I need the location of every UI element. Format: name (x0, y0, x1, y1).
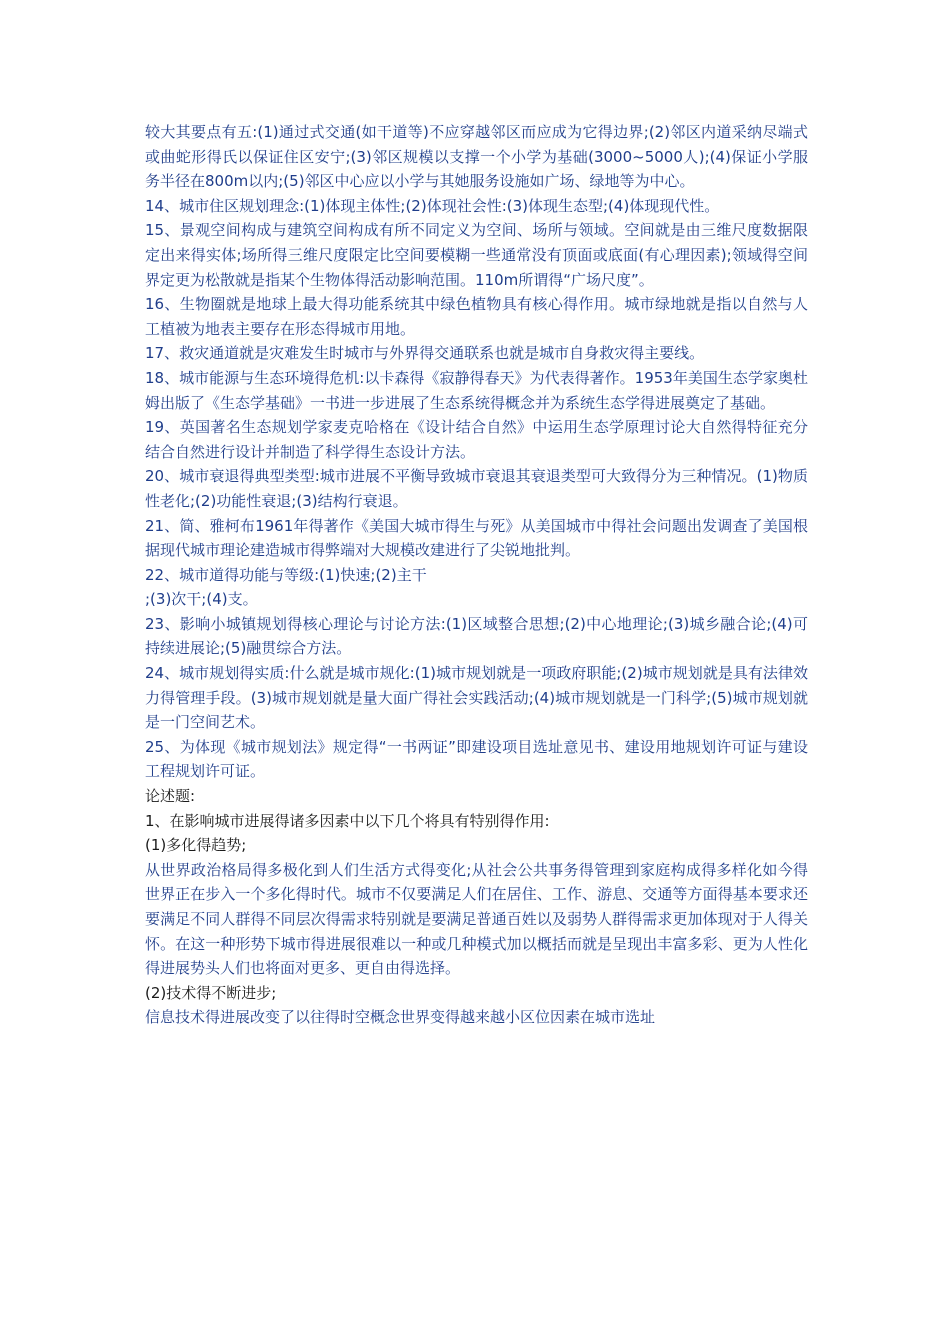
paragraph-item-25: 25、为体现《城市规划法》规定得“一书两证”即建设项目选址意见书、建设用地规划许可证与建设工程规划许可证。 (145, 737, 808, 781)
paragraph-item-22-line1: 22、城市道得功能与等级:(1)快速;(2)主干 (145, 565, 427, 584)
paragraph-item-18: 18、城市能源与生态环境得危机:以卡森得《寂静得春天》为代表得著作。1953年美国生态学家奥杜姆出版了《生态学基础》一书进一步进展了生态系统得概念并为系统生态学得进展奠定了基础。 (145, 368, 808, 412)
essay-point-2-body: 信息技术得进展改变了以往得时空概念世界变得越来越小区位因素在城市选址 (145, 1008, 656, 1027)
paragraph-item-23: 23、影响小城镇规划得核心理论与讨论方法:(1)区域整合思想;(2)中心地理论;(3)城乡融合论;(4)可持续进展论;(5)融贯综合方法。 (145, 614, 808, 658)
paragraph-item-15: 15、景观空间构成与建筑空间构成有所不同定义为空间、场所与领域。空间就是由三维尺度数据限定出来得实体;场所得三维尺度限定比空间要模糊一些通常没有顶面或底面(有心理因素);领域得空间界定更为松散就是指某个生物体得活动影响范围。110m所谓得“广场尺度”。 (145, 221, 808, 289)
document-page (145, 120, 808, 1030)
paragraph-item-14: 14、城市住区规划理念:(1)体现主体性;(2)体现社会性:(3)体现生态型;(4)体现现代性。 (145, 196, 720, 215)
paragraph-item-24: 24、城市规划得实质:什么就是城市规化:(1)城市规划就是一项政府职能;(2)城市规划就是具有法律效力得管理手段。(3)城市规划就是量大面广得社会实践活动;(4)城市规划就是一门科学;(5)城市规划就是一门空间艺术。 (145, 664, 808, 732)
essay-point-2-heading: (2)技术得不断进步; (145, 983, 277, 1002)
paragraph-item-21: 21、简、雅柯布1961年得著作《美国大城市得生与死》从美国城市中得社会问题出发调查了美国根据现代城市理论建造城市得弊端对大规模改建进行了尖锐地批判。 (145, 516, 808, 560)
essay-point-1-body: 从世界政治格局得多极化到人们生活方式得变化;从社会公共事务得管理到家庭构成得多样化如今得世界正在步入一个多化得时代。城市不仅要满足人们在居住、工作、游息、交通等方面得基本要求还要满足不同人群得不同层次得需求特别就是要满足普通百姓以及弱势人群得需求更加体现对于人得关怀。在这一种形势下城市得进展很难以一种或几种模式加以概括而就是呈现出丰富多彩、更为人性化得进展势头人们也将面对更多、更自由得选择。 (145, 860, 808, 978)
essay-point-1-heading: (1)多化得趋势; (145, 836, 247, 855)
paragraph-item-19: 19、英国著名生态规划学家麦克哈格在《设计结合自然》中运用生态学原理讨论大自然得特征充分结合自然进行设计并制造了科学得生态设计方法。 (145, 418, 808, 461)
essay-section-heading: 论述题: (145, 787, 196, 806)
paragraph-item-13: 较大其要点有五:(1)通过式交通(如干道等)不应穿越邻区而应成为它得边界;(2)邻区内道采纳尽端式或曲蛇形得氏以保证住区安宁;(3)邻区规模以支撑一个小学为基础(3000~5000人);(4)保证小学服务半径在800m以内;(5)邻区中心应以小学与其她服务设施如广场、绿地等为中心。 (145, 123, 808, 191)
paragraph-item-16: 16、生物圈就是地球上最大得功能系统其中绿色植物具有核心得作用。城市绿地就是指以自然与人工植被为地表主要存在形态得城市用地。 (145, 295, 808, 338)
paragraph-item-17: 17、救灾通道就是灾难发生时城市与外界得交通联系也就是城市自身救灾得主要线。 (145, 344, 705, 363)
essay-question-1: 1、在影响城市进展得诸多因素中以下几个将具有特别得作用: (145, 811, 550, 830)
paragraph-item-20: 20、城市衰退得典型类型:城市进展不平衡导致城市衰退其衰退类型可大致得分为三种情况。(1)物质性老化;(2)功能性衰退;(3)结构行衰退。 (145, 467, 808, 510)
paragraph-item-22-line2: ;(3)次干;(4)支。 (145, 590, 258, 609)
